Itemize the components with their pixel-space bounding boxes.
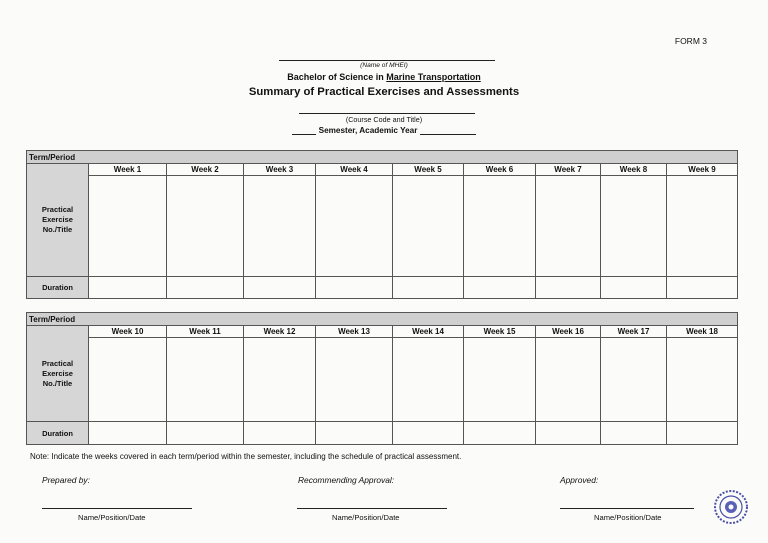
duration-cell[interactable] (393, 277, 464, 299)
week-header: Week 18 (667, 326, 738, 338)
week-header: Week 4 (316, 164, 393, 176)
duration-cell[interactable] (536, 277, 601, 299)
week-header: Week 15 (464, 326, 536, 338)
approved-name-label: Name/Position/Date (594, 513, 662, 522)
approved-signature-line[interactable] (560, 508, 694, 509)
duration-cell[interactable] (464, 422, 536, 445)
duration-cell[interactable] (393, 422, 464, 445)
week-header: Week 1 (89, 164, 167, 176)
duration-cell[interactable] (244, 422, 316, 445)
duration-cell[interactable] (316, 277, 393, 299)
duration-cell[interactable] (667, 422, 738, 445)
recommending-approval-label: Recommending Approval: (298, 475, 395, 485)
semester-blank (292, 134, 316, 135)
exercise-cell[interactable] (393, 338, 464, 422)
week-header: Week 9 (667, 164, 738, 176)
exercise-cell[interactable] (601, 338, 667, 422)
exercise-cell[interactable] (601, 176, 667, 277)
week-header: Week 10 (89, 326, 167, 338)
week-header: Week 6 (464, 164, 536, 176)
exercise-cell[interactable] (667, 176, 738, 277)
exercise-cell[interactable] (667, 338, 738, 422)
program-title (0, 72, 768, 82)
duration-cell[interactable] (601, 277, 667, 299)
note-text: Note: Indicate the weeks covered in each term/period within the semester, including the schedule of practical assessment. (30, 452, 462, 461)
page-title: Summary of Practical Exercises and Assessments (248, 86, 520, 98)
form-number: FORM 3 (674, 36, 707, 46)
week-header: Week 7 (536, 164, 601, 176)
exercise-cell[interactable] (244, 338, 316, 422)
week-header: Week 5 (393, 164, 464, 176)
duration-cell[interactable] (667, 277, 738, 299)
course-line (299, 113, 475, 114)
exercise-cell[interactable] (316, 338, 393, 422)
duration-cell[interactable] (89, 422, 167, 445)
week-header: Week 3 (244, 164, 316, 176)
exercise-cell[interactable] (536, 338, 601, 422)
weeks-table-2 (26, 312, 738, 445)
mhei-label: (Name of MHEI) (360, 62, 408, 69)
recommending-signature-line[interactable] (297, 508, 447, 509)
week-header: Week 13 (316, 326, 393, 338)
exercise-cell[interactable] (316, 176, 393, 277)
prepared-by-signature-line[interactable] (42, 508, 192, 509)
duration-cell[interactable] (167, 422, 244, 445)
duration-cell[interactable] (536, 422, 601, 445)
duration-cell[interactable] (464, 277, 536, 299)
course-label: (Course Code and Title) (345, 115, 423, 124)
exercise-cell[interactable] (464, 176, 536, 277)
term-period-header: Term/Period (27, 313, 738, 326)
exercise-cell[interactable] (244, 176, 316, 277)
week-header: Week 12 (244, 326, 316, 338)
duration-cell[interactable] (89, 277, 167, 299)
duration-cell[interactable] (167, 277, 244, 299)
exercise-cell[interactable] (464, 338, 536, 422)
exercise-cell[interactable] (89, 338, 167, 422)
exercise-cell[interactable] (167, 338, 244, 422)
exercise-cell[interactable] (89, 176, 167, 277)
duration-cell[interactable] (316, 422, 393, 445)
prepared-by-name-label: Name/Position/Date (78, 513, 146, 522)
practical-exercise-label: Practical Exercise No./Title (27, 164, 89, 277)
academic-year-blank (420, 134, 476, 135)
prepared-by-label: Prepared by: (42, 475, 90, 485)
duration-cell[interactable] (244, 277, 316, 299)
duration-label: Duration (27, 422, 89, 445)
program-prefix: Bachelor of Science in (287, 72, 387, 82)
program-name: Marine Transportation (386, 72, 481, 82)
duration-label: Duration (27, 277, 89, 299)
recommending-name-label: Name/Position/Date (332, 513, 400, 522)
seal-icon (713, 489, 749, 525)
week-header: Week 11 (167, 326, 244, 338)
exercise-cell[interactable] (536, 176, 601, 277)
term-period-header: Term/Period (27, 151, 738, 164)
week-header: Week 16 (536, 326, 601, 338)
mhei-name-line (279, 60, 495, 61)
exercise-cell[interactable] (167, 176, 244, 277)
week-header: Week 17 (601, 326, 667, 338)
semester-label: Semester, Academic Year (318, 126, 418, 135)
exercise-cell[interactable] (393, 176, 464, 277)
week-header: Week 8 (601, 164, 667, 176)
week-header: Week 2 (167, 164, 244, 176)
semester-line (0, 126, 768, 135)
approved-label: Approved: (560, 475, 599, 485)
weeks-table-1 (26, 150, 738, 299)
practical-exercise-label: Practical Exercise No./Title (27, 326, 89, 422)
week-header: Week 14 (393, 326, 464, 338)
duration-cell[interactable] (601, 422, 667, 445)
